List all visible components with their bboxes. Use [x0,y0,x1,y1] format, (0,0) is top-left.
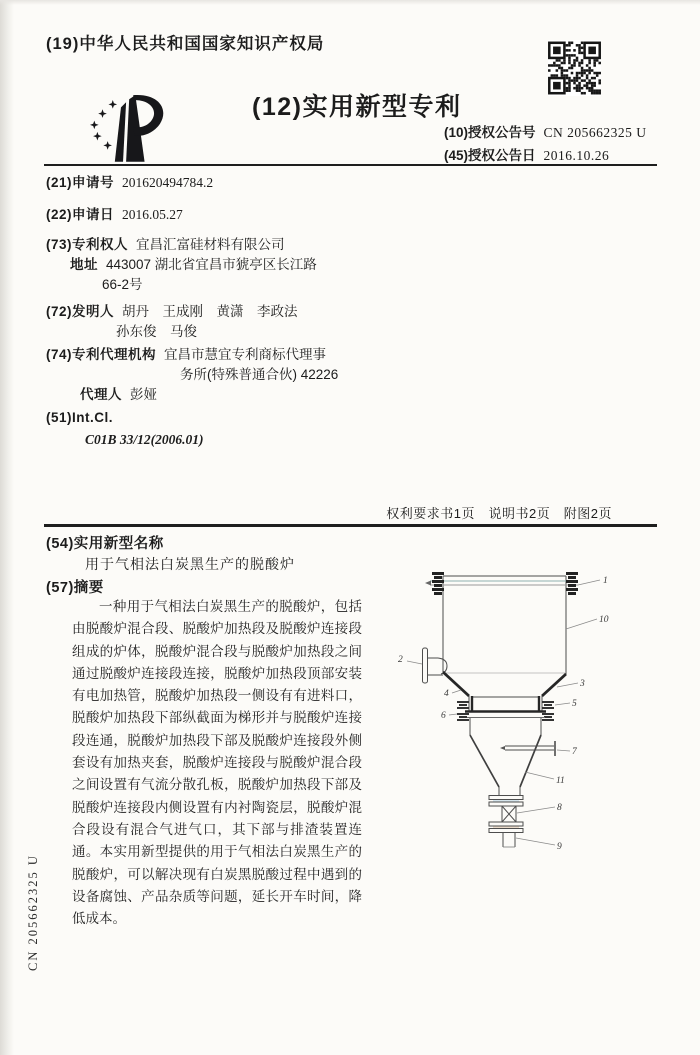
field-value: 彭娅 [130,387,157,402]
qr-code [548,40,601,96]
field-label: (73)专利权人 [46,237,129,252]
field-label: (21)申请号 [46,175,115,190]
address-row-2 [102,273,143,293]
scan-edge-shadow [0,0,14,1055]
abstract-text: 一种用于气相法白炭黑生产的脱酸炉，包括由脱酸炉混合段、脱酸炉加热段及脱酸炉连接段组成的炉体，脱酸炉混合段与脱酸炉加热段之间通过脱酸炉连接段连接，脱酸炉加热段顶部安装有电加热管，脱酸炉加热段一侧设有有进料口，脱酸炉加热段下部纵截面为梯形并与脱酸炉连接段连通，脱酸炉加热段下部及脱酸炉连接段外侧套设有加热夹套，脱酸炉连接段与脱酸炉混合段之间设置有气流分散孔板，脱酸炉加热段下部及脱酸炉连接段内侧设置有内衬陶瓷层，脱酸炉混合段设有混合气进气口，其下部与排渣装置连通。本实用新型提供的用于气相法白炭黑生产的脱酸炉，可以解决现有白炭黑脱酸过程中遇到的设备腐蚀、产品杂质等问题，延长开车时间，降低成本。 [72,599,362,927]
field-value: 胡丹 王成刚 黄潇 李政法 [122,304,298,319]
field-label: (74)专利代理机构 [46,347,157,362]
ref-numeral: 5 [572,699,577,709]
ref-numeral: 1 [603,576,608,586]
title-section-label: (54)实用新型名称 [46,536,164,552]
field-value: 宜昌汇富硅材料有限公司 [136,237,285,252]
header-divider [44,164,657,166]
intcl-value-row [85,432,204,448]
inventors-row-2 [116,320,197,340]
spine-publication-number: CN 205662325 U [26,854,40,971]
field-value: 2016.05.27 [122,207,183,222]
application-date-row [46,203,183,223]
agency-row [46,343,326,363]
abstract-section-label: (57)摘要 [46,580,104,596]
application-number-row [46,171,213,191]
address-row [70,253,317,273]
inventors-row [46,300,298,320]
field-value: 201620494784.2 [122,175,214,190]
ref-numeral: 2 [398,655,403,665]
scan-edge-shadow-top [0,0,700,5]
publication-number-value: CN 205662325 U [543,125,647,140]
publication-date-value: 2016.10.26 [543,148,610,163]
ref-numeral: 6 [441,711,446,721]
field-label: 地址 [70,257,98,272]
sipo-logo-icon [70,90,174,170]
ref-numeral: 10 [599,615,609,625]
publication-number-label: (10)授权公告号 [444,125,536,140]
publication-date-row [444,144,609,164]
field-value: 宜昌市慧宜专利商标代理事 [164,347,327,362]
flange-bolts-right [566,572,578,595]
field-label: 代理人 [80,387,122,402]
agent-row [80,383,157,403]
ref-numeral: 4 [444,689,449,699]
section-divider [44,524,657,527]
classification-code: C01B 33/12(2006.01) [85,432,204,447]
field-value: 务所(特殊普通合伙) 42226 [180,367,339,382]
field-value: 孙东俊 马俊 [116,324,197,339]
issuing-office: (19)中华人民共和国国家知识产权局 [46,35,325,53]
field-value: 66-2号 [102,277,143,292]
document-type: (12)实用新型专利 [252,93,462,121]
field-label: (51)Int.Cl. [46,410,114,425]
field-value: 443007 湖北省宜昌市猇亭区长江路 [106,257,317,272]
patent-figure [385,560,665,870]
intcl-row [46,410,113,425]
patentee-row [46,233,285,253]
ref-numeral: 3 [580,679,585,689]
flange-bolts-left [432,572,444,595]
field-label: (72)发明人 [46,304,115,319]
ref-numeral: 11 [556,776,565,786]
field-label: (22)申请日 [46,207,115,222]
agency-row-2 [180,363,338,383]
ref-numeral: 7 [572,747,577,757]
ref-numeral: 9 [557,842,562,852]
pages-summary: 权利要求书1页 说明书2页 附图2页 [386,506,612,521]
ref-numeral: 8 [557,803,562,813]
invention-title: 用于气相法白炭黑生产的脱酸炉 [85,556,295,572]
publication-date-label: (45)授权公告日 [444,148,536,163]
publication-number-row [444,121,647,141]
tube-end-arrow [425,581,431,586]
